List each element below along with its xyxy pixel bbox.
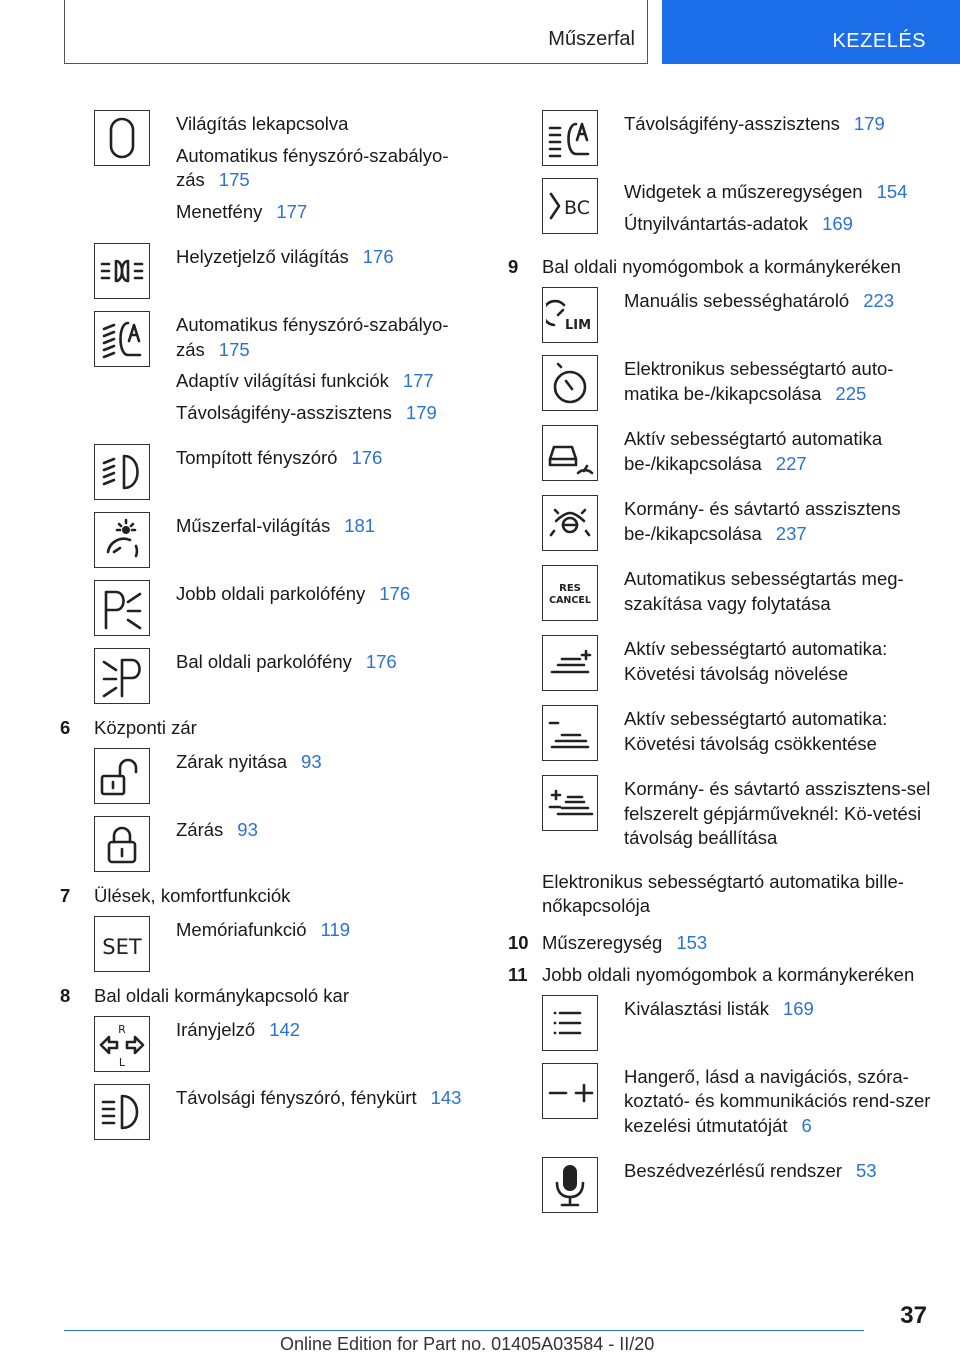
page-link[interactable]: 169	[822, 212, 853, 234]
entry-line	[624, 777, 938, 851]
entry-line	[624, 637, 938, 686]
entry-line	[176, 245, 480, 270]
entry-texts	[176, 1016, 480, 1072]
entry-line	[624, 997, 938, 1022]
entry-label: Memóriafunkció	[176, 919, 307, 940]
entry-label: Kiválasztási listák	[624, 997, 769, 1019]
control-entry	[542, 635, 938, 693]
description-text: Elektronikus sebességtartó automatika bille-nőkapcsolója	[542, 870, 904, 916]
page-link[interactable]: 176	[365, 651, 397, 672]
entry-texts	[624, 355, 938, 413]
entry-texts	[624, 1157, 938, 1213]
entry-texts	[176, 916, 480, 972]
entry-line	[624, 357, 938, 406]
section-tab	[662, 0, 960, 64]
svg-text:LIM: LIM	[564, 318, 592, 333]
entry-label: Tompított fényszóró	[176, 447, 338, 468]
entry-texts	[176, 580, 480, 636]
page-link[interactable]: 53	[856, 1160, 877, 1181]
entry-line	[624, 1159, 938, 1184]
entry-label: Automatikus fényszóró-szabályo-zás	[176, 314, 449, 360]
steering-assist-icon	[542, 495, 598, 551]
entry-texts	[624, 110, 938, 166]
entry-label: Távolsági fényszóró, fénykürt	[176, 1087, 417, 1108]
heading-text: Bal oldali kormánykapcsoló kar	[94, 985, 350, 1006]
control-entry	[94, 512, 480, 568]
entry-label: Manuális sebességhatároló	[624, 290, 850, 311]
page-link[interactable]: 225	[835, 382, 867, 404]
section-heading	[508, 931, 938, 955]
entry-label: Menetfény	[176, 200, 263, 222]
page-link[interactable]: 181	[344, 515, 376, 536]
entry-texts	[176, 311, 480, 432]
control-entry	[94, 311, 480, 432]
page-link[interactable]: 93	[237, 819, 258, 840]
entry-texts	[176, 648, 480, 704]
page-link[interactable]: 119	[320, 919, 351, 940]
entry-label: Kormány- és sávtartó asszisztens-sel felszerelt gépjárműveknél: Kö-vetési távolság beállítása	[624, 778, 931, 848]
page-title: Műszerfal	[548, 28, 635, 50]
distance-increase-icon	[542, 635, 598, 691]
control-entry	[542, 425, 938, 483]
control-entry	[94, 748, 480, 804]
entry-line	[176, 918, 480, 943]
bc-icon	[542, 178, 598, 234]
page-link[interactable]: 179	[405, 401, 437, 423]
entry-label: Kormány- és sávtartó asszisztens be-/kikapcsolása	[624, 498, 901, 544]
svg-text:RES: RES	[559, 583, 581, 594]
volume-icon	[542, 1063, 598, 1119]
lights-off-icon	[94, 110, 150, 166]
list-icon	[542, 995, 598, 1051]
entry-label: Irányjelző	[176, 1019, 256, 1040]
entry-label: Műszerfal-világítás	[176, 515, 331, 536]
heading-text: Jobb oldali nyomógombok a kormánykeréken	[542, 963, 915, 985]
entry-label: Bal oldali parkolófény	[176, 651, 352, 672]
control-entry	[542, 110, 938, 166]
heading-text: Bal oldali nyomógombok a kormánykeréken	[542, 256, 901, 277]
entry-texts	[624, 705, 938, 763]
entry-label: Zárás	[176, 819, 224, 840]
item-number: 7	[60, 885, 71, 906]
entry-texts	[624, 425, 938, 483]
page-link[interactable]: 179	[853, 113, 885, 134]
page-link[interactable]: 177	[276, 200, 308, 222]
entry-texts	[624, 995, 938, 1051]
entry-line	[176, 446, 480, 471]
control-entry	[94, 580, 480, 636]
page-link[interactable]: 175	[218, 169, 250, 190]
header-bar	[64, 0, 648, 64]
entry-line	[176, 650, 480, 675]
entry-label: Helyzetjelző világítás	[176, 246, 349, 267]
control-entry	[542, 178, 938, 243]
control-entry	[542, 495, 938, 553]
entry-label: Világítás lekapcsolva	[176, 113, 349, 134]
entry-label: Jobb oldali parkolófény	[176, 583, 366, 604]
entry-label: Távolságifény-asszisztens	[176, 401, 392, 423]
page-link[interactable]: 176	[362, 246, 394, 267]
cruise-control-icon	[542, 355, 598, 411]
control-entry	[94, 816, 480, 872]
item-number: 10	[508, 931, 529, 953]
page-link[interactable]: 169	[782, 997, 814, 1019]
control-entry	[542, 565, 938, 623]
svg-text:CANCEL: CANCEL	[549, 595, 591, 606]
entry-texts	[624, 1063, 938, 1146]
control-entry	[94, 648, 480, 704]
entry-line	[176, 514, 480, 539]
entry-texts	[624, 635, 938, 693]
entry-line	[176, 313, 480, 362]
svg-text:SET: SET	[102, 935, 142, 959]
entry-line	[176, 750, 480, 775]
entry-texts	[624, 178, 938, 243]
entry-label: Automatikus sebességtartás meg-szakítása vagy folytatása	[624, 568, 904, 614]
entry-line	[176, 112, 480, 137]
page-link[interactable]: 93	[301, 751, 322, 772]
entry-line	[624, 427, 938, 476]
entry-texts	[176, 512, 480, 568]
set-icon	[94, 916, 150, 972]
speed-limiter-icon	[542, 287, 598, 343]
page-link[interactable]: 175	[218, 338, 250, 360]
entry-line	[176, 1086, 480, 1111]
active-cruise-icon	[542, 425, 598, 481]
entry-line	[176, 582, 480, 607]
svg-text:L: L	[118, 1056, 126, 1068]
control-entry	[542, 355, 938, 413]
section-heading	[60, 884, 480, 908]
page-link[interactable]: 177	[402, 370, 434, 391]
control-entry	[94, 110, 480, 231]
parking-lights-icon	[94, 243, 150, 299]
control-entry	[542, 705, 938, 763]
control-entry	[94, 1016, 480, 1072]
heading-text: Központi zár	[94, 717, 197, 738]
entry-label: Távolságifény-asszisztens	[624, 113, 840, 134]
entry-line	[624, 707, 938, 756]
entry-line	[624, 1065, 938, 1139]
entry-label: Útnyilvántartás-adatok	[624, 212, 809, 234]
page-link[interactable]: 6	[801, 1114, 812, 1136]
left-column	[60, 110, 480, 1152]
control-entry	[94, 916, 480, 972]
entry-line	[624, 180, 938, 205]
entry-line	[624, 112, 938, 137]
entry-line	[176, 818, 480, 843]
entry-line	[176, 144, 480, 193]
distance-adjust-icon	[542, 775, 598, 831]
entry-label: Aktív sebességtartó automatika: Követési távolság növelése	[624, 638, 888, 684]
entry-line	[176, 369, 480, 394]
entry-label: Widgetek a műszeregységen	[624, 181, 863, 202]
page-link[interactable]: 153	[676, 931, 708, 953]
control-entry	[94, 1084, 480, 1140]
page-number: 37	[900, 1302, 927, 1329]
entry-label: Zárak nyitása	[176, 751, 288, 772]
left-parking-light-icon	[94, 648, 150, 704]
page-link[interactable]: 227	[775, 452, 807, 474]
svg-text:BC: BC	[564, 197, 590, 219]
auto-headlight-icon	[94, 311, 150, 367]
entry-line	[624, 497, 938, 546]
page-link[interactable]: 237	[775, 522, 807, 544]
entry-label: Adaptív világítási funkciók	[176, 370, 389, 391]
footer-divider	[64, 1330, 864, 1331]
item-number: 8	[60, 985, 71, 1006]
section-heading	[508, 963, 938, 987]
control-entry	[94, 243, 480, 299]
page-link[interactable]: 142	[269, 1019, 301, 1040]
entry-line	[176, 401, 480, 426]
control-entry	[542, 775, 938, 858]
page-link[interactable]: 143	[430, 1087, 462, 1108]
entry-texts	[176, 1084, 480, 1140]
entry-line	[624, 567, 938, 616]
section-heading	[508, 255, 938, 279]
entry-texts	[176, 444, 480, 500]
control-entry	[542, 1063, 938, 1146]
turn-signal-icon	[94, 1016, 150, 1072]
item-number: 11	[508, 963, 528, 985]
entry-line	[624, 212, 938, 237]
entry-texts	[176, 816, 480, 872]
item-number: 9	[508, 256, 519, 277]
entry-label: Aktív sebességtartó automatika be-/kikapcsolása	[624, 428, 883, 474]
heading-text: Ülések, komfortfunkciók	[94, 885, 291, 906]
control-entry	[542, 995, 938, 1051]
page-link[interactable]: 154	[876, 181, 908, 202]
entry-line	[624, 289, 938, 314]
page-link[interactable]: 176	[379, 583, 411, 604]
svg-text:R: R	[118, 1023, 126, 1036]
unlock-icon	[94, 748, 150, 804]
entry-texts	[176, 748, 480, 804]
section-heading	[60, 984, 480, 1008]
entry-label: Aktív sebességtartó automatika: Követési távolság csökkentése	[624, 708, 888, 754]
control-entry	[542, 1157, 938, 1213]
entry-label: Beszédvezérlésű rendszer	[624, 1160, 842, 1181]
distance-decrease-icon	[542, 705, 598, 761]
entry-texts	[624, 565, 938, 623]
right-parking-light-icon	[94, 580, 150, 636]
control-entry	[94, 444, 480, 500]
section-title: KEZELÉS	[832, 30, 926, 52]
entry-line	[176, 1018, 480, 1043]
instrument-lighting-icon	[94, 512, 150, 568]
entry-label: Hangerő, lásd a navigációs, szóra-koztató- és kommunikációs rend-szer kezelési útmutatóját	[624, 1065, 931, 1136]
entry-texts	[176, 110, 480, 231]
item-number: 6	[60, 717, 71, 738]
heading-text: Műszeregység	[542, 931, 663, 953]
res-cancel-icon	[542, 565, 598, 621]
entry-texts	[624, 287, 938, 343]
right-column	[508, 110, 938, 1225]
control-entry	[542, 287, 938, 343]
page-link[interactable]: 223	[863, 290, 895, 311]
lock-icon	[94, 816, 150, 872]
footer-text: Online Edition for Part no. 01405A03584 - II/20	[280, 1334, 655, 1354]
entry-texts	[176, 243, 480, 299]
entry-texts	[624, 495, 938, 553]
microphone-icon	[542, 1157, 598, 1213]
entry-label: Automatikus fényszóró-szabályo-zás	[176, 144, 449, 190]
page-link[interactable]: 176	[351, 447, 383, 468]
section-heading	[60, 716, 480, 740]
high-beam-icon	[94, 1084, 150, 1140]
entry-label: Elektronikus sebességtartó auto-matika be-/kikapcsolása	[624, 358, 894, 404]
entry-line	[176, 200, 480, 225]
high-beam-assist-icon	[542, 110, 598, 166]
entry-texts	[624, 775, 938, 858]
low-beam-icon	[94, 444, 150, 500]
